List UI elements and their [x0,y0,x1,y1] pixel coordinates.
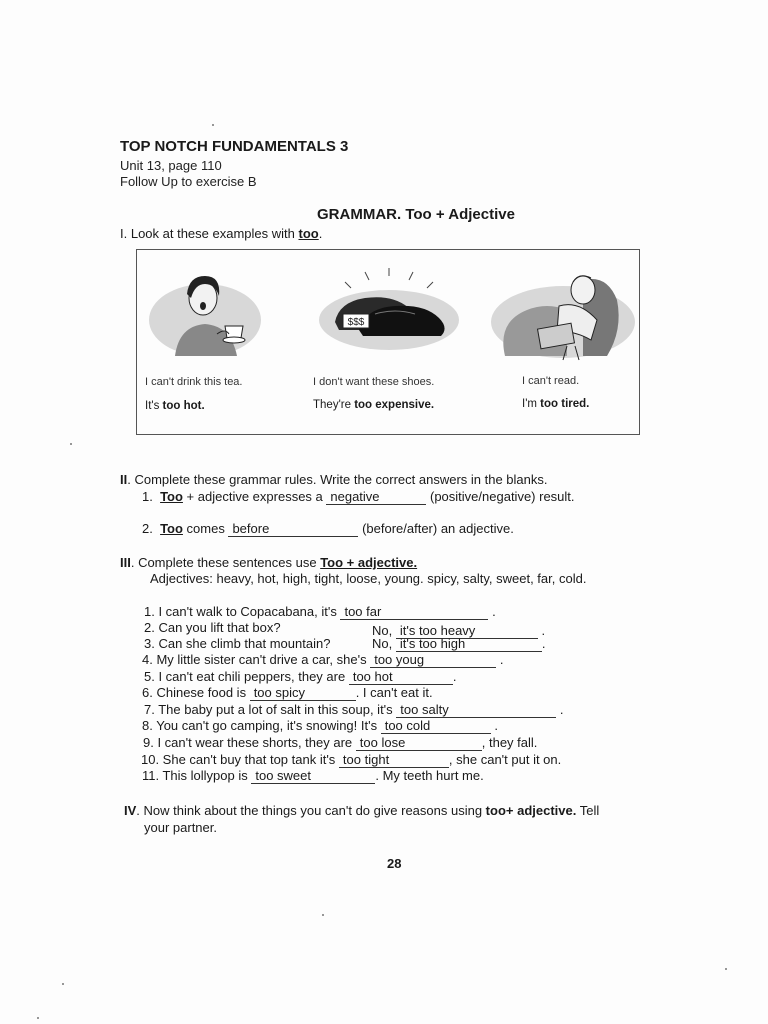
scan-speck [37,1017,39,1019]
example-1-line1: I can't drink this tea. [145,376,243,388]
sentence-2-no: No, [372,623,396,638]
sentence-1-text: 1. I can't walk to Copacabana, it's [144,604,341,619]
example-2-bold: too expensive. [354,399,435,411]
example-3-prefix: I'm [522,398,541,410]
tired-man-yawning-icon [487,260,637,366]
sentence-9-answer: too lose [359,735,406,750]
sentence-6 [142,685,433,701]
sentence-11-answer-blank[interactable] [251,769,375,784]
sentence-10 [141,752,561,768]
rule-1-suffix: (positive/negative) result. [426,489,575,504]
example-3-line1: I can't read. [522,375,580,387]
example-2-prefix: They're [313,399,355,411]
adjectives-list: Adjectives: heavy, hot, high, tight, loose, young. spicy, salty, sweet, far, cold. [150,571,587,586]
sentence-9-text: 9. I can't wear these shorts, they are [143,735,356,750]
example-1-bold: too hot. [162,400,205,412]
sentence-11 [142,768,484,784]
rule-1-answer-blank[interactable] [326,490,426,505]
section-3-instruction [120,555,417,570]
section-3-numeral: III [120,555,131,570]
example-2-line2 [313,399,434,411]
section-4-line2: your partner. [144,820,217,835]
expensive-shoes-icon [315,264,463,364]
rule-1-number: 1. [142,489,153,504]
rule-1 [142,489,575,505]
rule-2-suffix: (before/after) an adjective. [358,521,514,536]
woman-drinking-tea-icon [145,264,265,364]
sentence-5 [144,669,456,685]
section-2-instruction [120,472,548,487]
sentence-8 [142,718,498,734]
scan-speck [322,914,324,916]
sentence-3 [144,636,330,651]
scan-speck [212,124,214,126]
example-1-line2 [145,400,205,412]
sentence-6-end: . I can't eat it. [355,685,433,700]
sentence-4-answer: too youg [374,652,425,667]
sentence-3-text: 3. Can she climb that mountain? [144,636,331,651]
sentence-8-answer: too cold [384,718,431,733]
scan-speck [62,983,64,985]
sentence-2-end: . [537,623,546,638]
sentence-7-answer: too salty [400,702,449,717]
example-2-line1: I don't want these shoes. [313,376,435,388]
section-4-prefix: . Now think about the things you can't do give reasons using [136,803,486,818]
section-1-instruction [120,226,322,241]
sentence-8-answer-blank[interactable] [381,719,491,734]
sentence-1-answer-blank[interactable] [340,605,488,620]
rule-1-text: + adjective expresses a [182,489,327,504]
sentence-1-answer: too far [344,604,382,619]
sentence-7-end: . [556,702,564,717]
sentence-4 [142,652,503,668]
section-4-bold: too+ adjective. [485,803,577,818]
section-3-bold: Too + adjective. [320,555,418,570]
sentence-6-answer-blank[interactable] [250,686,356,701]
sentence-6-text: 6. Chinese food is [142,685,250,700]
sentence-3-response [372,636,545,652]
sentence-6-answer: too spicy [253,685,305,700]
sentence-10-text: 10. She can't buy that top tank it's [141,752,339,767]
example-3-line2 [522,398,589,410]
section-3-text: . Complete these sentences use [130,555,321,570]
rule-1-keyword: Too [160,489,183,504]
section-1-suffix: . [318,226,323,241]
sentence-11-answer: too sweet [255,768,312,783]
sentence-7-text: 7. The baby put a lot of salt in this soup, it's [144,702,397,717]
example-3-bold: too tired. [540,398,590,410]
sentence-3-answer-blank[interactable] [396,637,542,652]
sentence-9-answer-blank[interactable] [356,736,482,751]
sentence-3-answer: it's too high [399,636,466,651]
rule-1-answer: negative [330,489,380,504]
example-1-prefix: It's [145,400,163,412]
rule-2-answer: before [232,521,270,536]
sentence-9 [143,735,537,751]
section-4-suffix: Tell [576,803,600,818]
section-1-text: I. Look at these examples with [120,226,299,241]
sentence-7 [144,702,564,718]
sentence-4-end: . [496,652,504,667]
sentence-1 [144,604,496,620]
section-2-numeral: II [120,472,128,487]
rule-2-answer-blank[interactable] [228,522,358,537]
followup-reference: Follow Up to exercise B [120,174,257,189]
sentence-3-end: . [541,636,546,651]
sentence-8-end: . [490,718,498,733]
sentence-8-text: 8. You can't go camping, it's snowing! It's [142,718,381,733]
sentence-5-answer-blank[interactable] [349,670,453,685]
price-tag: $$$ [347,317,365,328]
examples-box [136,249,640,435]
scan-speck [725,968,727,970]
sentence-1-end: . [488,604,496,619]
sentence-10-answer-blank[interactable] [339,753,449,768]
sentence-5-answer: too hot [352,669,393,684]
sentence-10-answer: too tight [342,752,390,767]
rule-2-number: 2. [142,521,153,536]
page-number: 28 [387,856,402,871]
rule-2-text: comes [182,521,229,536]
sentence-5-text: 5. I can't eat chili peppers, they are [144,669,349,684]
unit-reference: Unit 13, page 110 [120,158,222,173]
sentence-10-end: , she can't put it on. [448,752,562,767]
sentence-5-end: . [452,669,457,684]
document-title: TOP NOTCH FUNDAMENTALS 3 [120,138,349,155]
section-4-text [124,803,599,818]
sentence-11-end: . My teeth hurt me. [375,768,484,783]
rule-2 [142,521,514,537]
sentence-4-text: 4. My little sister can't drive a car, she's [142,652,371,667]
rule-2-keyword: Too [160,521,183,536]
section-2-text: . Complete these grammar rules. Write the correct answers in the blanks. [127,472,548,487]
grammar-title: GRAMMAR. Too + Adjective [317,206,515,223]
sentence-4-answer-blank[interactable] [370,653,496,668]
scan-speck [70,443,72,445]
sentence-7-answer-blank[interactable] [396,703,556,718]
sentence-2-answer: it's too heavy [399,623,476,638]
sentence-2 [144,620,281,635]
sentence-9-end: , they fall. [481,735,538,750]
section-1-keyword: too [298,226,319,241]
sentence-2-text: 2. Can you lift that box? [144,620,281,635]
sentence-3-no: No, [372,636,396,651]
section-4-numeral: IV [124,803,137,818]
sentence-11-text: 11. This lollypop is [142,768,252,783]
